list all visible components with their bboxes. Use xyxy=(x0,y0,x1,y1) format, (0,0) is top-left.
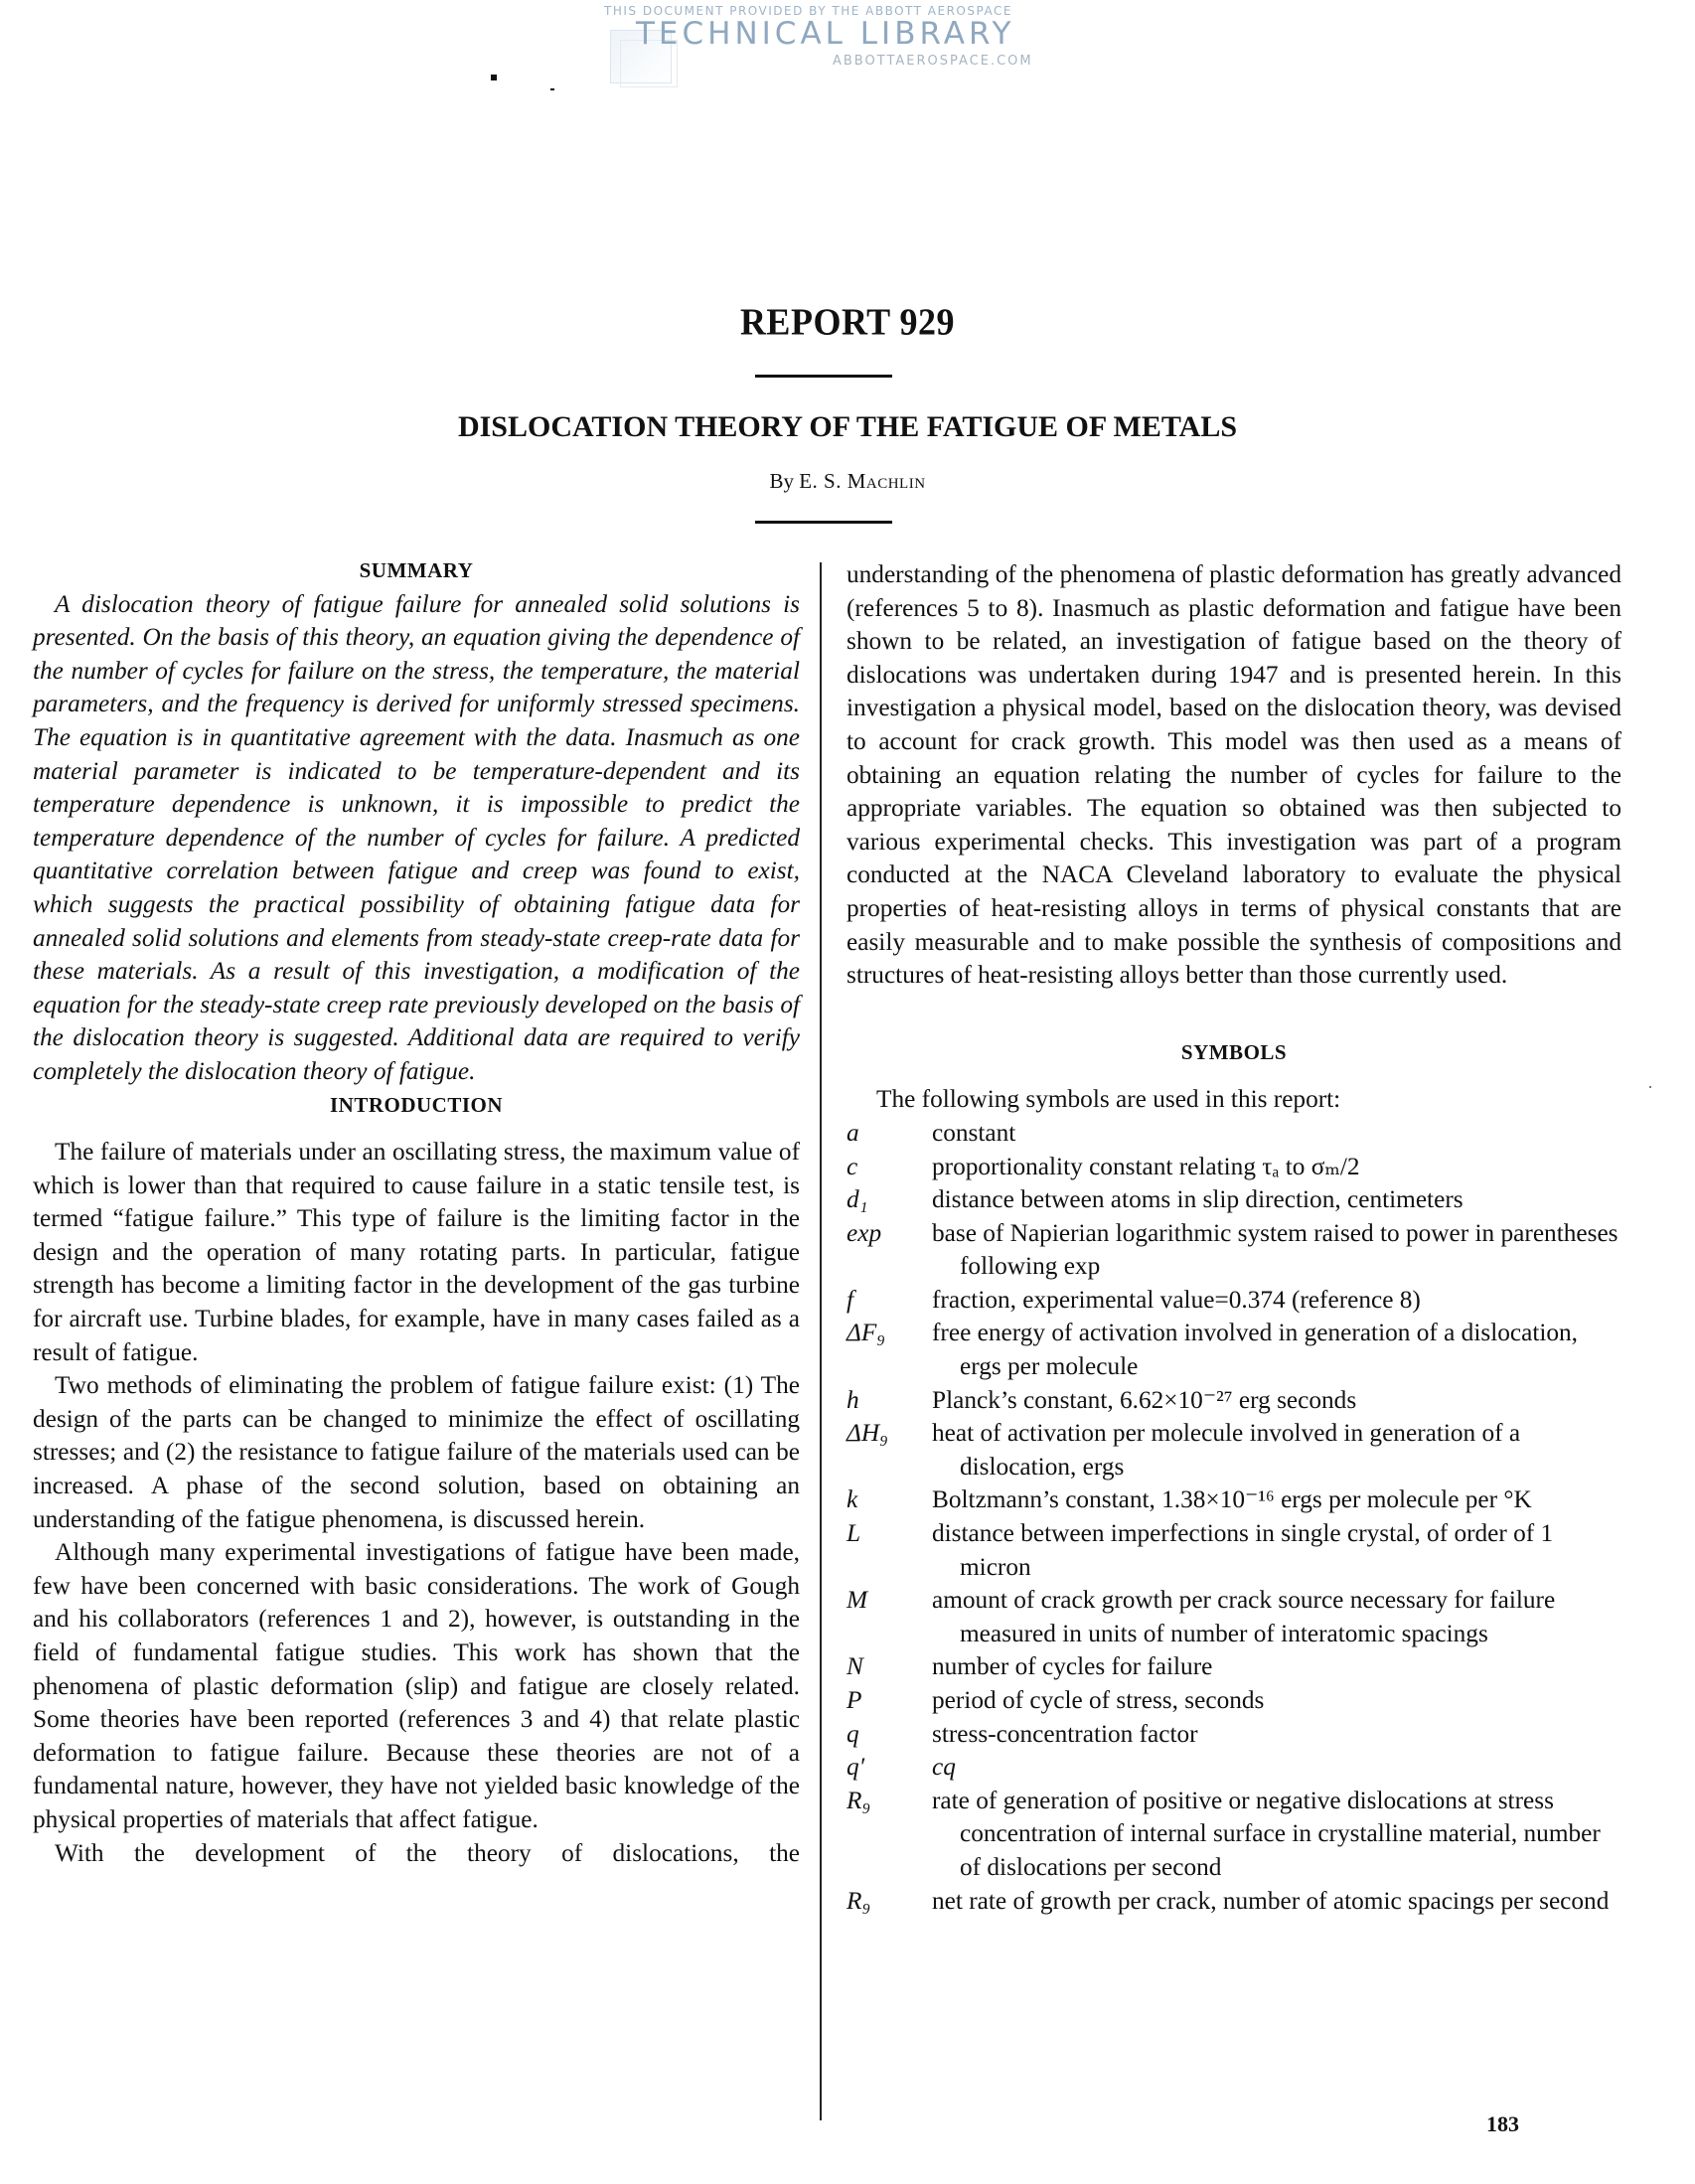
symbol-key: R₉ xyxy=(847,1886,871,1915)
page-number: 183 xyxy=(1486,2111,1519,2136)
symbol-key: a xyxy=(847,1118,859,1147)
watermark xyxy=(596,4,1083,83)
symbol-row xyxy=(847,1718,1621,1752)
symbol-description: Planck’s constant, 6.62×10⁻²⁷ erg seconds xyxy=(932,1385,1357,1414)
symbol-key: L xyxy=(847,1519,861,1548)
symbol-description: rate of generation of positive or negative dislocations at stress concentration of internal surface in crystalline material, number of dislocations per second xyxy=(932,1786,1601,1881)
symbol-description: base of Napierian logarithmic system raised to power in parentheses following exp xyxy=(932,1218,1618,1281)
scan-speck xyxy=(550,88,554,90)
watermark-provided-by: THIS DOCUMENT PROVIDED BY THE ABBOTT AEROSPACE xyxy=(604,4,1012,18)
symbol-row xyxy=(847,1217,1621,1284)
symbol-description: stress-concentration factor xyxy=(932,1719,1198,1748)
symbol-key: M xyxy=(847,1586,868,1615)
symbol-row xyxy=(847,1517,1621,1584)
header-rule-bottom xyxy=(755,521,892,524)
symbol-key: c xyxy=(847,1152,858,1180)
byline xyxy=(0,469,1695,494)
symbol-row xyxy=(847,1483,1621,1517)
symbol-key: exp xyxy=(847,1218,882,1247)
symbol-description: cq xyxy=(932,1753,956,1782)
intro-paragraph-1: The failure of materials under an oscillating stress, the maximum value of which is lower than that required to cause failure in a static tensile test, is termed “fatigue failure.” This type of failure is the limiting factor in the design and the operation of many rotating parts. In particular, fatigue strength has become a limiting factor in the development of the gas turbine for aircraft use. Turbine blades, for example, have in many cases failed as a result of fatigue. xyxy=(33,1138,800,1366)
symbol-description: heat of activation per molecule involved in generation of a dislocation, ergs xyxy=(932,1419,1521,1481)
report-number: REPORT 929 xyxy=(739,301,956,343)
watermark-url: ABBOTTAEROSPACE.COM xyxy=(833,54,1033,69)
symbol-row xyxy=(847,1785,1621,1885)
symbol-key: N xyxy=(847,1652,863,1681)
byline-by: By xyxy=(769,469,794,493)
intro-continuation: understanding of the phenomena of plastic deformation has greatly advanced (references 5 to 8). Inasmuch as plastic deformation and fatigue have been shown to be related, an investigation of fatigue based on the theory of dislocations was undertaken during 1947 and is presented herein. In this investigation a physical model, based on the dislocation theory, was devised to account for crack growth. This model was then used as a means of obtaining an equation relating the number of cycles for failure to the appropriate variables. The equation so obtained was then subjected to various experimental checks. This investigation was part of a program conducted at the NACA Cleveland laboratory to evaluate the physical properties of heat-resisting alloys in terms of physical constants that are easily measurable and to make possible the synthesis of compositions and structures of heat-resisting alloys better than those currently used. xyxy=(847,560,1621,990)
symbol-key: q xyxy=(847,1719,859,1748)
symbol-row xyxy=(847,1117,1621,1151)
right-column xyxy=(847,558,1621,1918)
symbol-row xyxy=(847,1284,1621,1318)
symbol-description: distance between imperfections in single crystal, of order of 1 micron xyxy=(932,1519,1554,1581)
column-divider xyxy=(820,562,822,2120)
symbol-description: net rate of growth per crack, number of atomic spacings per second xyxy=(932,1886,1610,1915)
symbol-key: P xyxy=(847,1686,862,1714)
symbol-description: Boltzmann’s constant, 1.38×10⁻¹⁶ ergs per molecule per °K xyxy=(932,1485,1532,1514)
symbol-key: k xyxy=(847,1485,858,1514)
left-column xyxy=(33,554,800,1870)
symbol-description: constant xyxy=(932,1118,1016,1147)
symbol-description: fraction, experimental value=0.374 (reference 8) xyxy=(932,1285,1421,1314)
symbol-key: d₁ xyxy=(847,1185,868,1214)
symbol-row xyxy=(847,1417,1621,1483)
symbol-description: free energy of activation involved in generation of a dislocation, ergs per molecule xyxy=(932,1319,1578,1381)
summary-text: A dislocation theory of fatigue failure for annealed solid solutions is presented. On the basis of this theory, an equation giving the dependence of the number of cycles for failure on the stress, the temperature, the material parameters, and the frequency is derived for uniformly stressed specimens. The equation is in quantitative agreement with the data. Inasmuch as one material parameter is indicated to be temperature-dependent and its temperature dependence is unknown, it is impossible to predict the temperature dependence of the number of cycles for failure. A predicted quantitative correlation between fatigue and creep was found to exist, which suggests the practical possibility of obtaining fatigue data for annealed solid solutions and elements from steady-state creep-rate data for these materials. As a result of this investigation, a modification of the equation for the steady-state creep rate previously developed on the basis of the dislocation theory is suggested. Additional data are required to verify completely the dislocation theory of fatigue. xyxy=(33,589,800,1085)
header-rule-top xyxy=(755,375,892,378)
symbol-description: proportionality constant relating τₐ to σₘ/2 xyxy=(932,1152,1360,1180)
symbol-key: h xyxy=(847,1385,859,1414)
scan-speck xyxy=(1649,1086,1651,1088)
symbols-intro: The following symbols are used in this report: xyxy=(876,1085,1341,1114)
symbols-heading: SYMBOLS xyxy=(1180,1039,1288,1064)
watermark-library-name: TECHNICAL LIBRARY xyxy=(636,16,1015,52)
symbol-row xyxy=(847,1751,1621,1785)
page-title: DISLOCATION THEORY OF THE FATIGUE OF METALS xyxy=(457,410,1238,443)
symbols-list xyxy=(847,1117,1621,1918)
intro-paragraph-3: Although many experimental investigations of fatigue have been made, few have been concerned with basic considerations. The work of Gough and his collaborators (references 1 and 2), however, is outstanding in the field of fundamental fatigue studies. This work has shown that the phenomena of plastic deformation (slip) and fatigue are closely related. Some theories have been reported (references 3 and 4) that relate plastic deformation to fatigue failure. Because these theories are not of a fundamental nature, however, they have not yielded basic knowledge of the physical properties of materials that affect fatigue. xyxy=(33,1538,800,1833)
symbol-key: ΔH₉ xyxy=(847,1419,888,1448)
symbol-row xyxy=(847,1885,1621,1919)
symbol-key: R₉ xyxy=(847,1786,871,1814)
symbol-key: f xyxy=(847,1285,854,1314)
symbol-description: period of cycle of stress, seconds xyxy=(932,1686,1265,1714)
symbol-row xyxy=(847,1151,1621,1184)
introduction-heading: INTRODUCTION xyxy=(329,1092,504,1117)
intro-paragraph-2: Two methods of eliminating the problem of fatigue failure exist: (1) The design of the parts can be changed to minimize the effect of oscillating stresses; and (2) the resistance to fatigue failure of the materials used can be increased. A phase of the second solution, based on obtaining an understanding of the fatigue phenomena, is discussed herein. xyxy=(33,1371,800,1533)
intro-paragraph-4: With the development of the theory of dislocations, the xyxy=(55,1838,800,1867)
symbol-row xyxy=(847,1584,1621,1650)
symbol-key: q′ xyxy=(847,1753,865,1782)
symbol-description: number of cycles for failure xyxy=(932,1652,1213,1681)
symbol-row xyxy=(847,1384,1621,1418)
symbol-row xyxy=(847,1684,1621,1718)
scan-speck xyxy=(491,75,497,80)
symbol-description: distance between atoms in slip direction, centimeters xyxy=(932,1185,1464,1214)
author-name: E. S. Machlin xyxy=(799,469,926,493)
summary-heading: SUMMARY xyxy=(359,558,474,582)
symbol-row xyxy=(847,1183,1621,1217)
symbol-row xyxy=(847,1317,1621,1383)
symbol-key: ΔF₉ xyxy=(847,1319,886,1347)
symbol-row xyxy=(847,1650,1621,1684)
symbol-description: amount of crack growth per crack source necessary for failure measured in units of number of interatomic spacings xyxy=(932,1586,1556,1647)
